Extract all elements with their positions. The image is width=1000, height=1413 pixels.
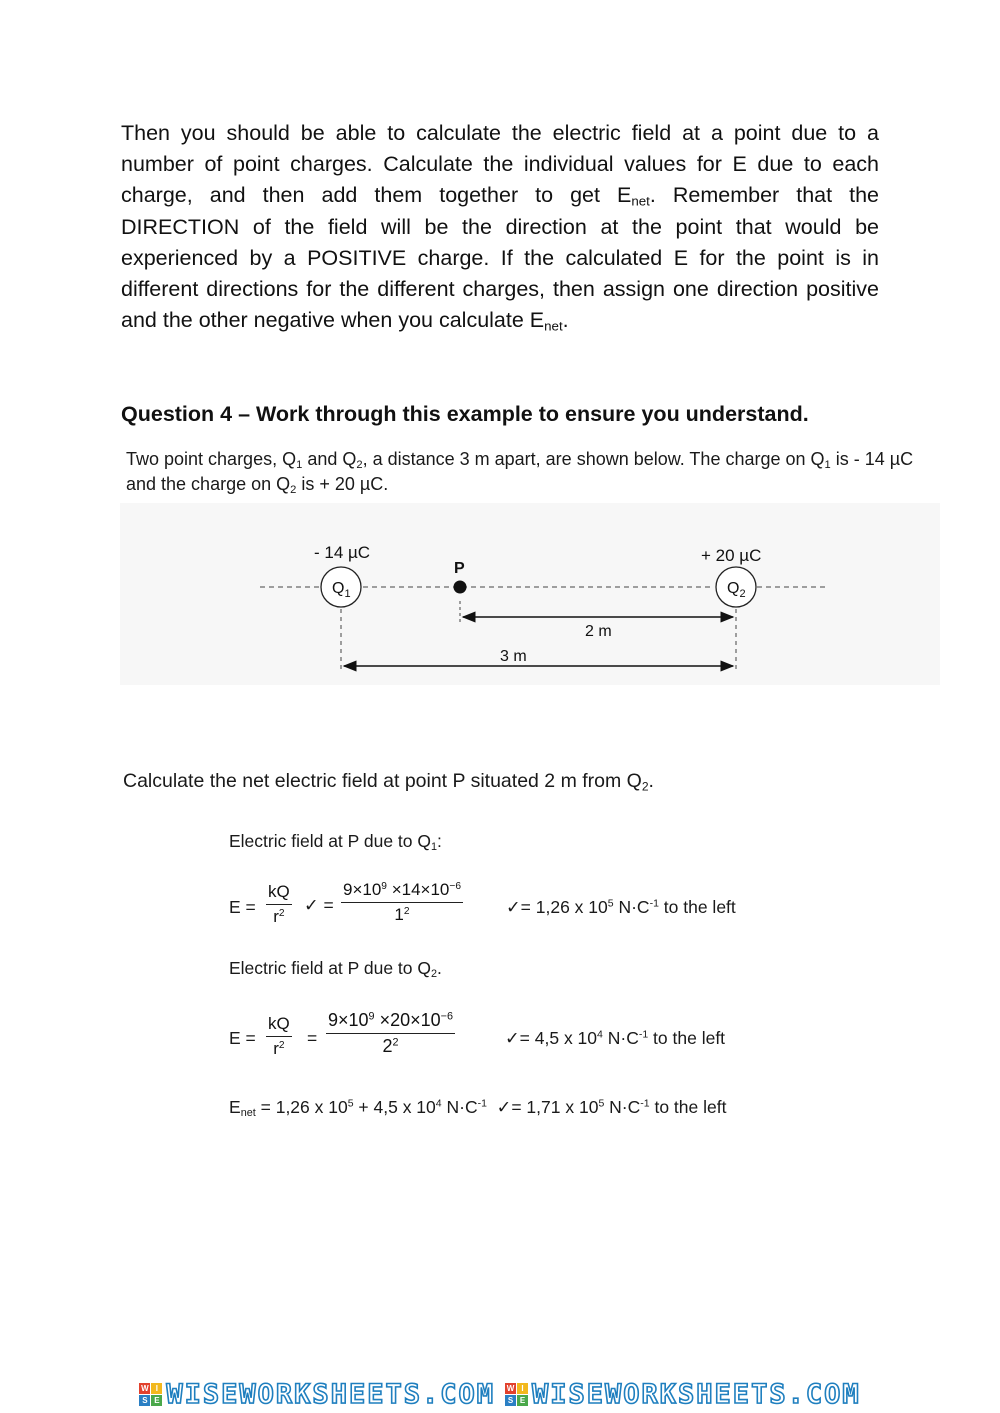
net-e2: N·C	[604, 1097, 641, 1117]
q2-res-exp: 4	[597, 1028, 603, 1041]
q1-kq-over-r2	[266, 882, 292, 927]
example-text-3: , a distance 3 m apart, are shown below. The charge on Q	[362, 449, 825, 469]
q2-numeric-fraction	[326, 1010, 455, 1057]
q1-r2	[266, 905, 292, 927]
q2-res-a: = 4,5 x 10	[519, 1028, 598, 1048]
charge-diagram-svg	[120, 503, 940, 685]
intro-text-1: Then you should be able to calculate the electric field at a point due to a number of point charges. Calculate the individual values for E due to each charge, and then add them together to get E	[121, 121, 879, 208]
q2-kq: kQ	[266, 1014, 292, 1037]
task-text: Calculate the net electric field at point P situated 2 m from Q	[123, 770, 642, 792]
net-sub: net	[240, 1107, 256, 1120]
q1-heading-text: Electric field at P due to Q	[229, 831, 432, 851]
q2-heading-end: .	[437, 958, 442, 978]
task-sub: 2	[641, 779, 649, 794]
net-f: to the left	[649, 1097, 727, 1117]
q1-num-exp-b: −6	[449, 880, 461, 892]
example-statement	[126, 447, 941, 497]
task-text-end: .	[648, 770, 654, 792]
logo-i: I	[151, 1383, 162, 1394]
question-heading: Question 4 – Work through this example to ensure you understand.	[121, 402, 809, 426]
point-p-dot	[454, 581, 467, 594]
q2-tick: ✓	[505, 1029, 520, 1049]
q1-res-unit-exp: -1	[649, 897, 659, 910]
logo-icon	[505, 1383, 528, 1406]
example-text-4: is - 14 µC and the charge on Q	[126, 449, 914, 494]
example-sub-4: 2	[290, 484, 297, 497]
q2-num-a: 9×10	[328, 1010, 369, 1030]
q1-res-a: = 1,26 x 10	[520, 897, 608, 917]
logo-w: W	[506, 1384, 515, 1393]
q2-r: r	[273, 1039, 279, 1058]
q2-num-b: ×20×10	[374, 1010, 441, 1030]
q1-num-b: ×14×10	[386, 880, 450, 899]
q1-heading-end: :	[437, 831, 442, 851]
logo-e: E	[151, 1395, 162, 1406]
net-c: N·C	[441, 1097, 478, 1117]
q1-tick-eq	[304, 895, 334, 916]
footer-watermark	[0, 1376, 1000, 1413]
logo-w: W	[141, 1384, 149, 1393]
q1-res-c: to the left	[658, 897, 736, 917]
q1-numeric-fraction	[341, 880, 463, 925]
example-sub-2: 2	[356, 459, 363, 472]
footer-brand-2	[505, 1379, 861, 1410]
q2-res-unit-exp: -1	[638, 1028, 649, 1041]
q1-e-lhs: E =	[229, 897, 256, 917]
q2-num-exp-b: −6	[440, 1010, 453, 1023]
distance-p-q2-label: 2 m	[585, 623, 612, 640]
net-unit-exp2: -1	[640, 1097, 650, 1110]
q1-charge-label: - 14 µC	[314, 543, 371, 562]
intro-paragraph	[121, 118, 879, 336]
logo-s: S	[505, 1395, 516, 1406]
q1-numerator	[341, 880, 463, 903]
net-exp-b: 4	[435, 1097, 442, 1110]
q1-heading-sub: 1	[431, 841, 438, 854]
net-unit-exp: -1	[477, 1097, 487, 1110]
q1-kq: kQ	[266, 882, 292, 905]
q2-den: 2	[382, 1036, 393, 1056]
q2-field-heading	[229, 958, 442, 979]
net-exp-d: 5	[598, 1097, 605, 1110]
net-field-result	[229, 1097, 726, 1118]
example-text-5: is + 20 µC.	[296, 474, 389, 494]
example-sub-3: 1	[824, 459, 831, 472]
net-b: + 4,5 x 10	[353, 1097, 436, 1117]
q1-r-exp: 2	[278, 907, 285, 919]
q1-r: r	[273, 907, 279, 926]
q2-label: $Q_2$	[727, 580, 746, 600]
intro-text-3: .	[562, 308, 569, 333]
q2-heading-text: Electric field at P due to Q	[229, 958, 432, 978]
q2-r2	[266, 1037, 292, 1059]
brand-text: WISEWORKSHEETS.COM	[532, 1379, 861, 1410]
example-sub-1: 1	[296, 459, 303, 472]
q2-r-exp: 2	[278, 1039, 285, 1051]
q2-num-exp-a: 9	[368, 1010, 375, 1023]
net-tick: ✓	[496, 1098, 512, 1118]
intro-sub-net-2: net	[544, 318, 563, 334]
q2-charge-label: + 20 µC	[701, 546, 762, 565]
q1-den-exp: 2	[403, 905, 410, 917]
brand-text: WISEWORKSHEETS.COM	[166, 1379, 495, 1410]
q2-numerator	[326, 1010, 455, 1034]
q1-result	[506, 897, 736, 918]
q2-e-lhs: E =	[229, 1028, 256, 1048]
net-e: E	[229, 1097, 241, 1117]
q2-result	[505, 1028, 725, 1049]
distance-q1-q2-label: 3 m	[500, 648, 527, 665]
q1-field-heading	[229, 831, 442, 852]
q2-kq-over-r2	[266, 1014, 292, 1059]
q2-denominator	[326, 1034, 455, 1057]
q2-heading-sub: 2	[431, 968, 438, 981]
q1-label: $Q_1$	[332, 580, 351, 600]
q2-den-exp: 2	[392, 1036, 399, 1049]
logo-s: S	[139, 1395, 150, 1406]
q2-res-b: N·C	[602, 1028, 639, 1048]
q1-denominator	[341, 903, 463, 925]
task-statement	[123, 770, 654, 793]
net-d: = 1,71 x 10	[511, 1097, 599, 1117]
intro-sub-net-1: net	[631, 194, 650, 210]
point-p-label: P	[454, 560, 465, 577]
q1-den: 1	[394, 905, 404, 924]
q1-tick-2: ✓	[506, 898, 521, 918]
q1-tick-1: ✓	[304, 896, 319, 916]
example-text-2: and Q	[302, 449, 357, 469]
charge-diagram	[120, 503, 940, 685]
q1-res-exp: 5	[607, 897, 614, 910]
q2-eq: =	[307, 1028, 318, 1048]
q1-num-exp-a: 9	[381, 880, 387, 892]
logo-e: E	[517, 1395, 528, 1406]
example-text-1: Two point charges, Q	[126, 449, 297, 469]
q1-eq: =	[323, 895, 334, 915]
logo-i: I	[517, 1383, 528, 1394]
logo-icon	[139, 1383, 162, 1406]
q2-res-c: to the left	[648, 1028, 726, 1048]
net-exp-a: 5	[347, 1097, 354, 1110]
q1-num-a: 9×10	[343, 880, 382, 899]
q1-res-b: N·C	[613, 897, 650, 917]
footer-brand-1	[139, 1379, 495, 1410]
net-a: = 1,26 x 10	[255, 1097, 348, 1117]
intro-text-2: . Remember that the DIRECTION of the field will be the direction at the point that would be experienced by a POSITIVE charge. If the calculated E for the point is in different directions for the different charges, then assign one direction positive and the other negative when you calculate E	[121, 183, 880, 333]
